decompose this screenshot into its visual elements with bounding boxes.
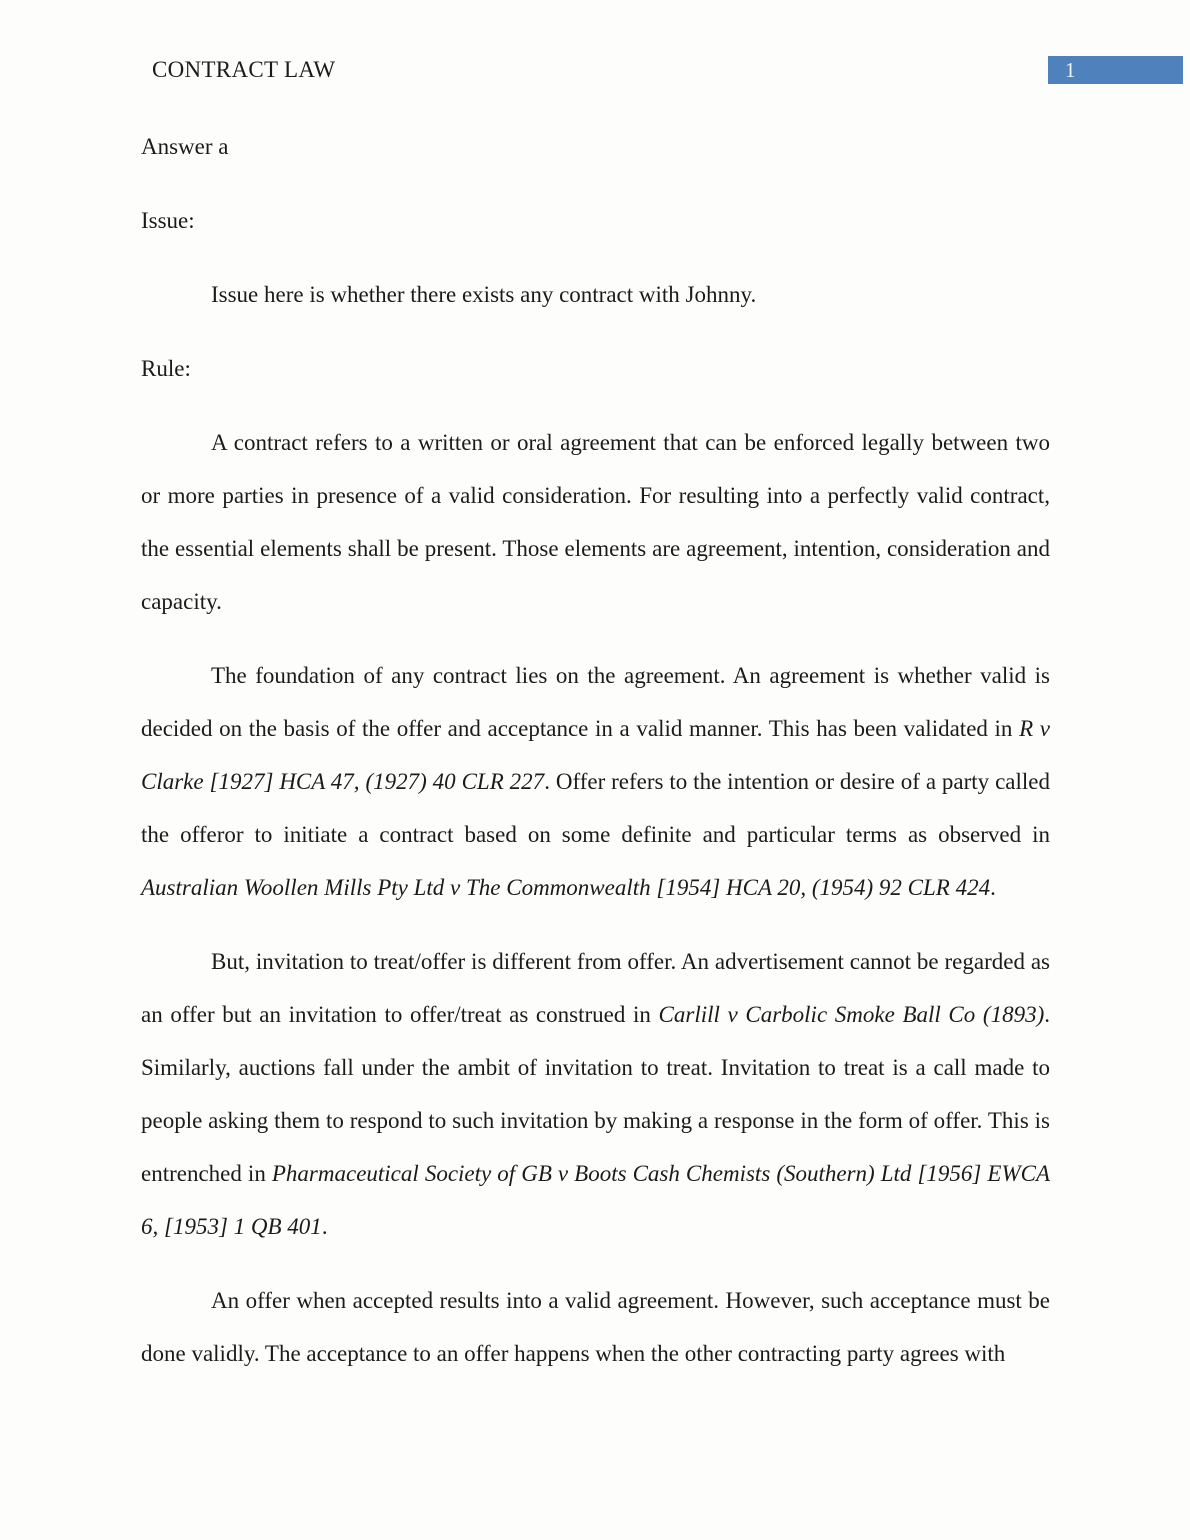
text-segment: . (321, 1214, 328, 1239)
text-segment: The foundation of any contract lies on the agreement. An agreement is whether valid is decided on the basis of the offer and acceptance in a valid manner. This has been validated in (141, 663, 1050, 741)
rule-heading: Rule: (141, 356, 191, 381)
text-segment: . Similarly, auctions fall under the ambit of invitation to treat. Invitation to treat is a call made to people asking them to respond to such invitation by making a response in the form of offer. This is entrenched in (141, 1002, 1050, 1186)
running-head-title: CONTRACT LAW (152, 57, 336, 82)
case-citation: Pharmaceutical Society of GB v Boots Cash Chemists (Southern) Ltd [1956] EWCA 6, [1953] 1 QB 401 (141, 1161, 1050, 1239)
text-segment: . (990, 875, 996, 900)
case-citation: Carlill v Carbolic Smoke Ball Co (1893) (658, 1002, 1045, 1027)
rule-paragraph-1: A contract refers to a written or oral agreement that can be enforced legally between two or more parties in presence of a valid consideration. For resulting into a perfectly valid contract, the essential elements shall be present. Those elements are agreement, intention, consideration and capacity. (141, 430, 1050, 614)
issue-heading: Issue: (141, 208, 195, 233)
page-number: 1 (1065, 58, 1076, 82)
rule-paragraph-4: An offer when accepted results into a valid agreement. However, such acceptance must be done validly. The acceptance to an offer happens when the other contracting party agrees with (141, 1288, 1050, 1366)
text-segment: But, invitation to treat/offer is different from offer. An advertisement cannot be regarded as an offer but an invitation to offer/treat as construed in (141, 949, 1050, 1027)
page-number-badge (1048, 56, 1183, 84)
case-citation: Australian Woollen Mills Pty Ltd v The Commonwealth [1954] HCA 20, (1954) 92 CLR 424 (141, 875, 991, 900)
rule-paragraph-3 (141, 935, 1050, 1253)
answer-heading: Answer a (141, 134, 229, 159)
case-citation: R v Clarke [1927] HCA 47, (1927) 40 CLR 227 (141, 716, 1050, 794)
rule-paragraph-2 (141, 649, 1050, 914)
page-header (141, 55, 1076, 85)
document-body (141, 120, 1050, 1380)
text-segment: . Offer refers to the intention or desire of a party called the offeror to initiate a contract based on some definite and particular terms as observed in (141, 769, 1050, 847)
issue-paragraph: Issue here is whether there exists any contract with Johnny. (211, 282, 757, 307)
